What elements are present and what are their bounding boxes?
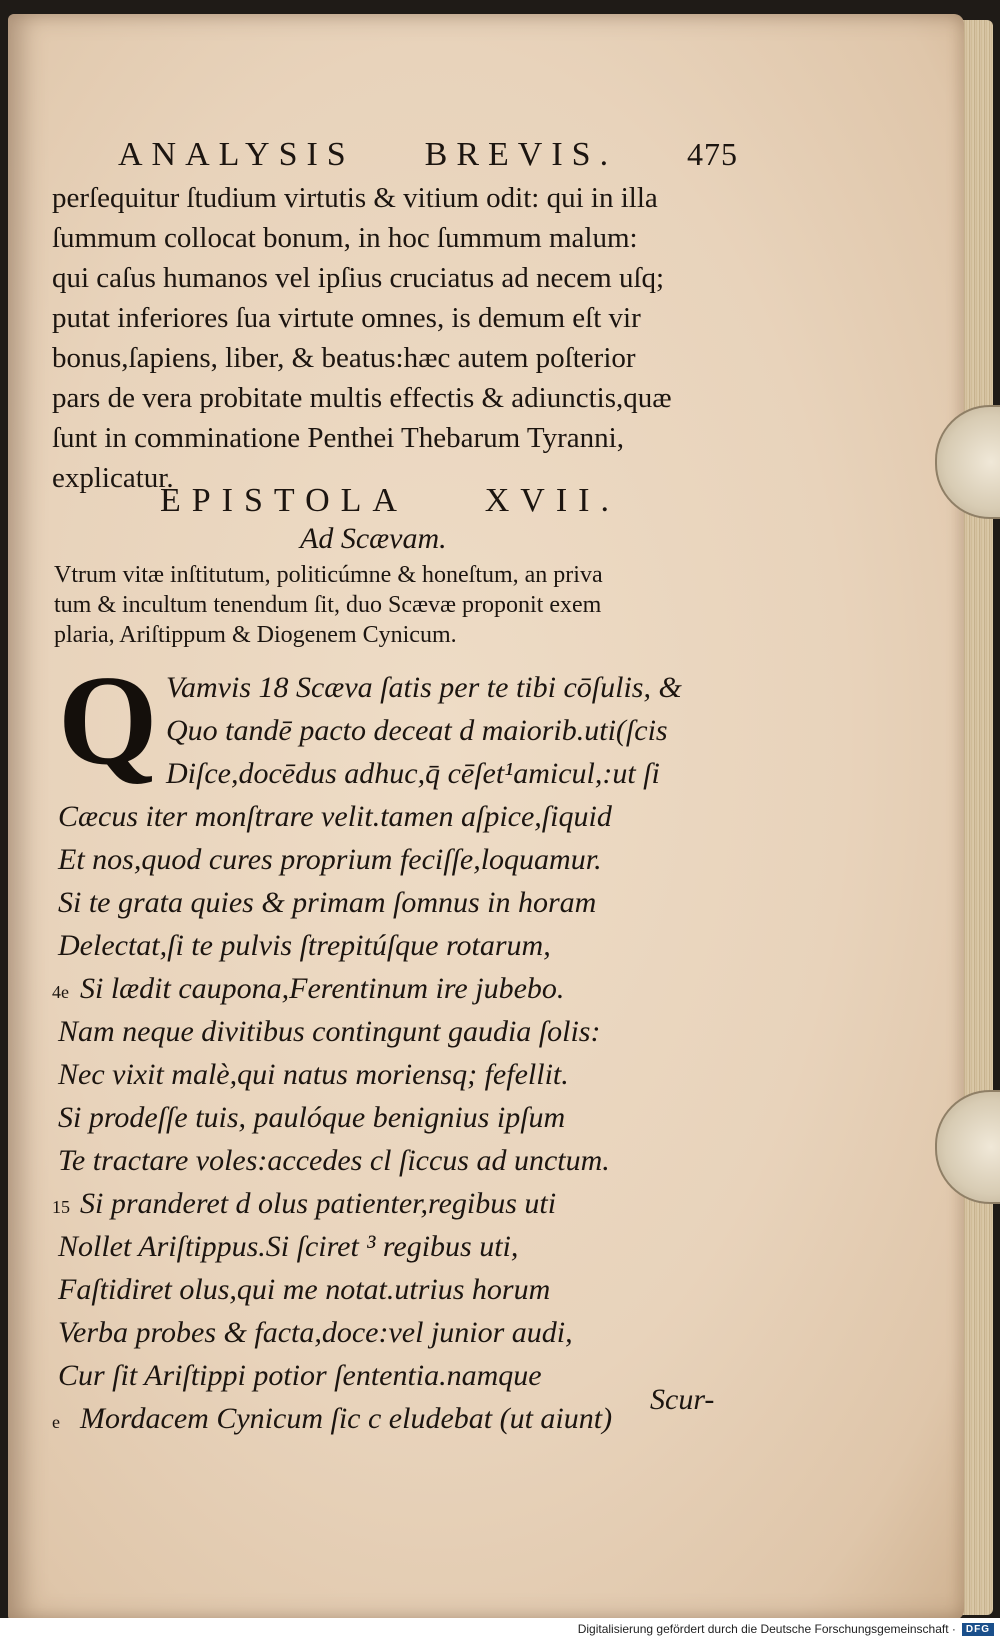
verse-line: e Mordacem Cynicum ſic c eludebat (ut aiunt) xyxy=(52,1402,613,1435)
prose-line: ſummum collocat bonum, in hoc ſummum malum: xyxy=(52,222,638,254)
verse-line: Nec vixit malè,qui natus moriensq; fefellit. xyxy=(58,1058,569,1091)
verse-line: 4e Si lædit caupona,Ferentinum ire jubebo. xyxy=(52,972,565,1005)
footer-credit: Digitalisierung gefördert durch die Deutsche Forschungsgemeinschaft · xyxy=(577,1622,956,1636)
verse-line: Et nos,quod cures proprium feciſſe,loquamur. xyxy=(58,843,602,876)
prose-line: pars de vera probitate multis effectis & adiunctis,quæ xyxy=(52,382,672,414)
verse-line: Vamvis 18 Scæva ſatis per te tibi cōſulis, & xyxy=(166,671,682,704)
verse-line: Cæcus iter monſtrare velit.tamen aſpice,ſiquid xyxy=(58,800,612,833)
argument-line: Vtrum vitæ inſtitutum, politicúmne & honeſtum, an priva xyxy=(54,562,603,588)
epistola-title-word: EPISTOLA xyxy=(160,482,408,519)
verse-line: Si te grata quies & primam ſomnus in horam xyxy=(58,886,597,919)
verse-line: Delectat,ſi te pulvis ſtrepitúſque rotarum, xyxy=(58,929,551,962)
verse-line: Nam neque divitibus contingunt gaudia ſolis: xyxy=(58,1015,601,1048)
prose-line: ſunt in comminatione Penthei Thebarum Tyranni, xyxy=(52,422,624,454)
prose-paragraph xyxy=(52,178,742,498)
digitization-footer xyxy=(0,1618,1000,1640)
verse-line: Nollet Ariſtippus.Si ſciret ³ regibus uti, xyxy=(58,1230,519,1263)
verse-line: Quo tandē pacto deceat d maiorib.uti(ſcis xyxy=(166,714,668,747)
dfg-logo-icon: DFG xyxy=(962,1623,994,1636)
prose-line: qui caſus humanos vel ipſius cruciatus ad necem uſq; xyxy=(52,262,665,294)
epistola-number: XVII. xyxy=(484,482,620,519)
epistola-subtitle: Ad Scævam. xyxy=(300,522,447,555)
verse-line: Te tractare voles:accedes cl ſiccus ad unctum. xyxy=(58,1144,610,1177)
prose-line: bonus,ſapiens, liber, & beatus:hæc autem poſterior xyxy=(52,342,636,374)
prose-line: putat inferiores ſua virtute omnes, is demum eſt vir xyxy=(52,302,641,334)
verse-line: Diſce,docēdus adhuc,q̄ cēſet¹amicul,:ut ſi xyxy=(166,757,660,790)
page-number: 475 xyxy=(687,136,738,172)
argument-line: tum & incultum tenendum ſit, duo Scævæ proponit exem xyxy=(54,592,602,618)
argument-line: plaria, Ariſtippum & Diogenem Cynicum. xyxy=(54,622,457,648)
catchword: Scur- xyxy=(650,1383,715,1416)
drop-cap: Q xyxy=(58,649,158,791)
verse-line: Verba probes & facta,doce:vel junior audi, xyxy=(58,1316,573,1349)
epistola-title xyxy=(160,482,620,520)
verse-line: Si prodeſſe tuis, paulóque benignius ipſum xyxy=(58,1101,566,1134)
verse-line: Faſtidiret olus,qui me notat.utrius horum xyxy=(58,1273,551,1306)
verse-block xyxy=(52,666,758,1440)
running-head-word-1: ANALYSIS xyxy=(118,136,355,173)
verse-line: 15 Si pranderet d olus patienter,regibus uti xyxy=(52,1187,557,1220)
verse-line: Cur ſit Ariſtippi potior ſententia.namque xyxy=(58,1359,542,1392)
prose-line: perſequitur ſtudium virtutis & vitium odit: qui in illa xyxy=(52,182,658,214)
running-head-word-2: BREVIS. xyxy=(424,136,618,173)
argument-summary xyxy=(54,560,744,650)
running-head xyxy=(118,136,738,174)
prose-line: explicatur. xyxy=(52,462,174,494)
